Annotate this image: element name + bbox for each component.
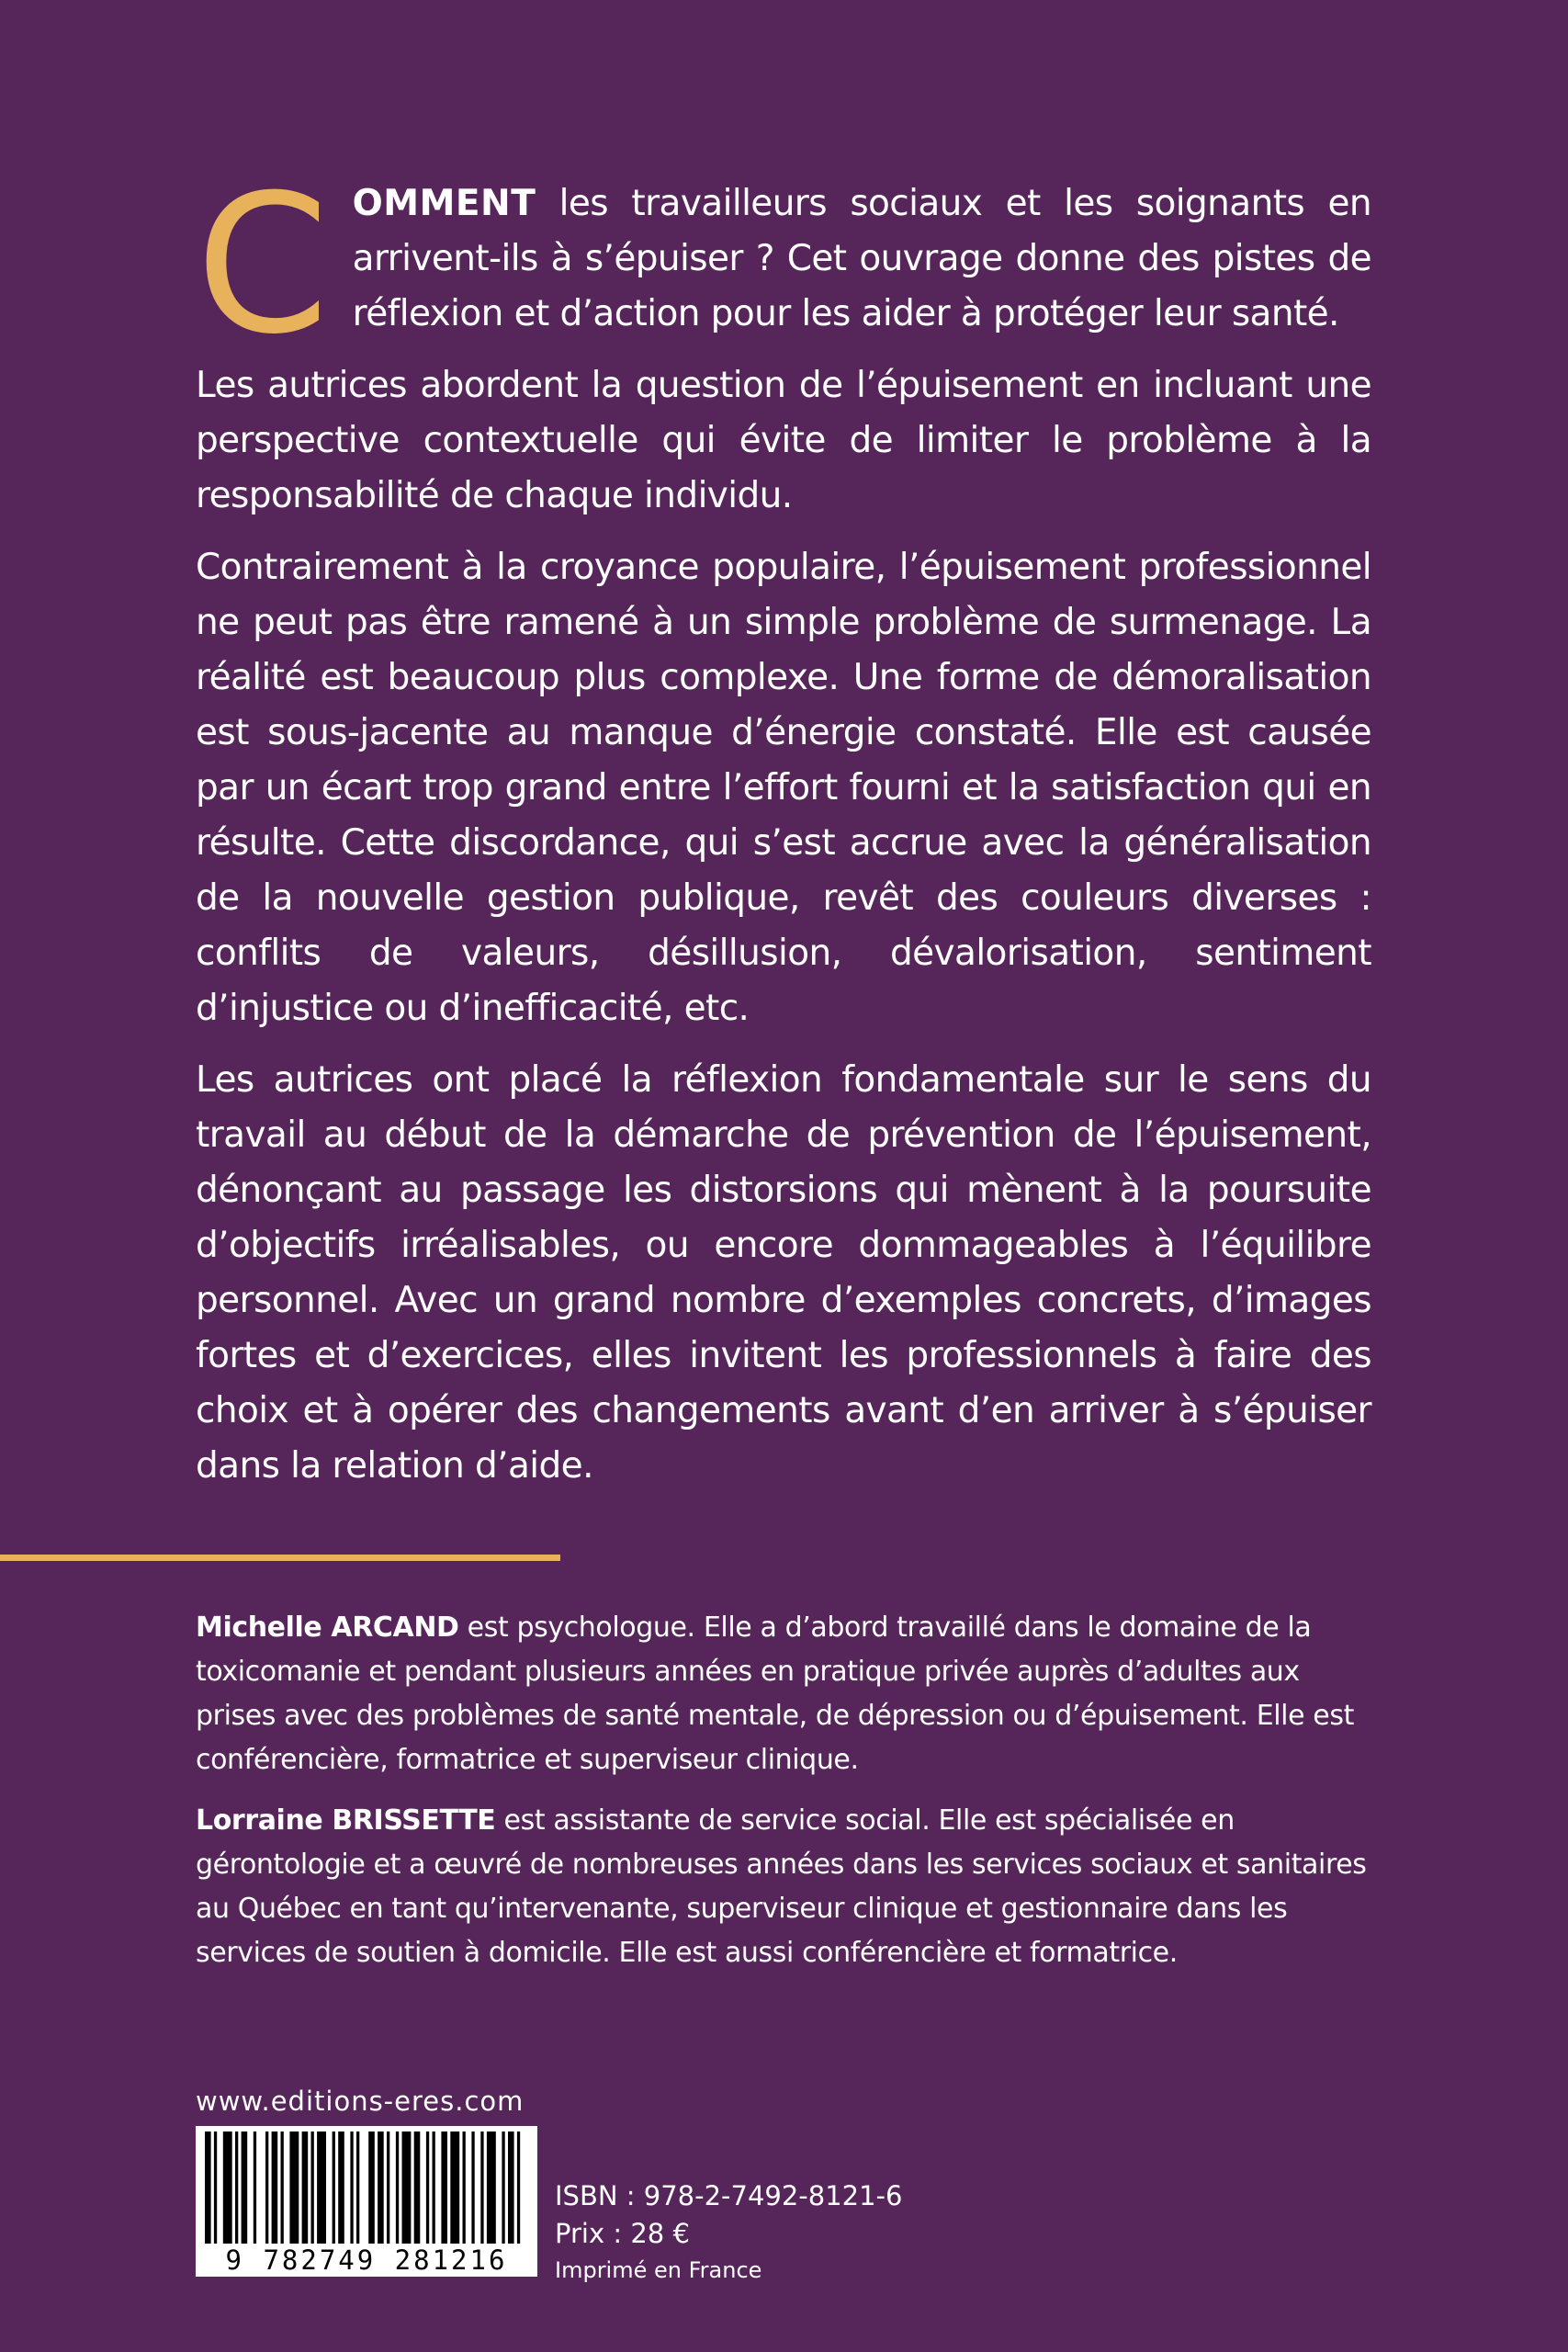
barcode-bar — [463, 2132, 466, 2247]
barcode-bar — [402, 2132, 412, 2247]
author-bio-text: est psychologue. Elle a d’abord travaillé dans le domaine de la toxicomanie et pendant plusieurs années en pratique privée auprès d’adultes aux prises avec des problèmes de santé mentale, de dépression ou d’épuisement. Elle est conférencière, formatrice et superviseur clinique. — [196, 1611, 1354, 1776]
barcode-bar — [441, 2132, 447, 2247]
barcode-bar — [205, 2132, 211, 2247]
barcode-bar — [378, 2132, 384, 2247]
barcode-bar — [265, 2132, 268, 2247]
author-name: Lorraine BRISSETTE — [196, 1804, 496, 1837]
barcode-bar — [396, 2132, 399, 2247]
barcode-bar — [317, 2132, 326, 2247]
barcode-digits: 9 782749 281216 — [196, 2244, 537, 2277]
barcode-bar — [350, 2132, 353, 2247]
barcode-bar — [480, 2132, 483, 2247]
barcode-bars — [196, 2126, 537, 2247]
barcode-bar — [368, 2132, 375, 2247]
barcode-bar — [289, 2132, 299, 2247]
lead-word: OMMENT — [352, 183, 536, 224]
barcode-bar — [338, 2132, 344, 2247]
author-bios — [196, 1606, 1381, 1975]
blurb-paragraph-2: Les autrices abordent la question de l’épuisement en incluant une perspective contextuelle qui évite de limiter le problème à la responsabilité de chaque individu. — [196, 365, 1371, 516]
accent-divider — [0, 1555, 560, 1561]
barcode-bar — [517, 2132, 520, 2247]
author-bio-text: est assistante de service social. Elle est spécialisée en gérontologie et a œuvré de nombreuses années dans les services sociaux et sanitaires au Québec en tant qu’intervenante, superviseur clinique et gestionnaire dans les services de soutien à domicile. Elle est aussi conférencière et formatrice. — [196, 1804, 1367, 1969]
barcode-bar — [311, 2132, 314, 2247]
barcode-bar — [333, 2132, 335, 2247]
blurb-paragraph-4: Les autrices ont placé la réflexion fondamentale sur le sens du travail au début de la démarche de prévention de l’épuisement, dénonçant au passage les distorsions qui mènent à la poursuite d’objectifs irréalisables, ou encore dommageables à l’équilibre personnel. Avec un grand nombre d’exemples concrets, d’images fortes et d’exercices, elles invitent les professionnels à faire des choix et à opérer des changements avant d’en arriver à s’épuiser dans la relation d’aide. — [196, 1059, 1371, 1487]
barcode-bar — [254, 2132, 256, 2247]
barcode-bar — [214, 2132, 217, 2247]
barcode-bar — [235, 2132, 238, 2247]
barcode-bar — [281, 2132, 284, 2247]
barcode-bar — [433, 2132, 435, 2247]
isbn: ISBN : 978-2-7492-8121-6 — [555, 2180, 903, 2211]
barcode-bar — [242, 2132, 248, 2247]
barcode-bar — [223, 2132, 232, 2247]
barcode — [196, 2126, 537, 2277]
isbn-block — [555, 2177, 902, 2288]
barcode-bar — [302, 2132, 309, 2247]
author-bio-brissette — [196, 1799, 1381, 1975]
barcode-bar — [356, 2132, 359, 2247]
drop-cap: C — [196, 154, 329, 377]
barcode-bar — [502, 2132, 504, 2247]
price: Prix : 28 € — [555, 2218, 690, 2249]
blurb-paragraph-1 — [196, 154, 1371, 377]
publisher-website: www.editions-eres.com — [196, 2086, 525, 2117]
barcode-bar — [450, 2132, 459, 2247]
barcode-bar — [272, 2132, 278, 2247]
blurb — [196, 154, 1371, 1494]
barcode-bar — [487, 2132, 496, 2247]
barcode-bar — [508, 2132, 514, 2247]
author-name: Michelle ARCAND — [196, 1611, 459, 1644]
barcode-bar — [387, 2132, 389, 2247]
author-bio-arcand — [196, 1606, 1381, 1782]
blurb-paragraph-3: Contrairement à la croyance populaire, l’épuisement professionnel ne peut pas être ramené à un simple problème de surmenage. La réalité est beaucoup plus complexe. Une forme de démoralisation est sous-jacente au manque d’énergie constaté. Elle est causée par un écart trop grand entre l’effort fourni et la satisfaction qui en résulte. Cette discordance, qui s’est accrue avec la généralisation de la nouvelle gestion publique, revêt des couleurs diverses : conflits de valeurs, désillusion, dévalorisation, sentiment d’injustice ou d’inefficacité, etc. — [196, 547, 1371, 1029]
blurb-paragraph-1-text: les travailleurs sociaux et les soignants en arrivent-ils à s’épuiser ? Cet ouvrage donne des pistes de réflexion et d’action pour les aider à protéger leur santé. — [352, 183, 1371, 334]
printed-in: Imprimé en France — [555, 2257, 762, 2283]
barcode-bar — [471, 2132, 474, 2247]
barcode-bar — [414, 2132, 421, 2247]
barcode-bar — [426, 2132, 429, 2247]
